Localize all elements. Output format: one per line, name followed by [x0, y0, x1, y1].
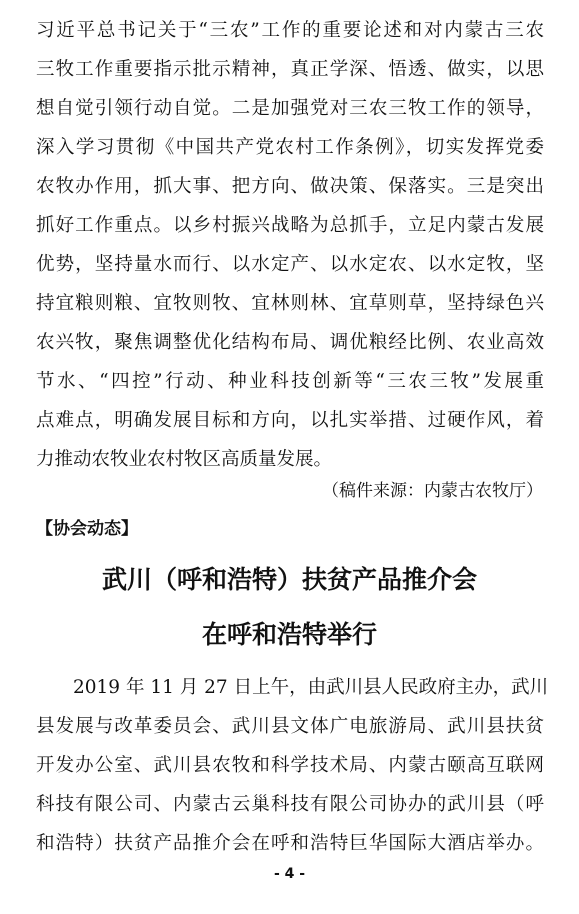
article-line-2: 三牧工作重要指示批示精神，真正学深、悟透、做实，以思: [36, 59, 544, 80]
news-line-1: 2019 年 11 月 27 日上午，由武川县人民政府主办，武川: [73, 677, 549, 698]
article-line-4: 深入学习贯彻《中国共产党农村工作条例》，切实发挥党委: [36, 137, 544, 158]
news-line-4: 科技有限公司、内蒙古云巢科技有限公司协办的武川县（呼: [36, 794, 544, 815]
article-line-1: 习近平总书记关于“三农”工作的重要论述和对内蒙古三农: [36, 20, 544, 41]
headline-line-2: 在呼和浩特举行: [201, 620, 377, 649]
article-line-3: 想自觉引领行动自觉。二是加强党对三农三牧工作的领导，: [36, 98, 544, 119]
article-line-12: 力推动农牧业农村牧区高质量发展。: [36, 449, 333, 470]
headline-line-1: 武川（呼和浩特）扶贫产品推介会: [101, 565, 477, 594]
news-line-5: 和浩特）扶贫产品推介会在呼和浩特巨华国际大酒店举办。: [36, 833, 544, 854]
page-number: - 4 -: [273, 866, 306, 882]
article-line-6: 抓好工作重点。以乡村振兴战略为总抓手，立足内蒙古发展: [36, 215, 544, 236]
article-line-11: 点难点，明确发展目标和方向，以扎实举措、过硬作风，着: [36, 410, 544, 431]
section-tag: 【协会动态】: [36, 519, 138, 539]
article-line-9: 农兴牧，聚焦调整优化结构布局、调优粮经比例、农业高效: [36, 332, 544, 353]
news-line-2: 县发展与改革委员会、武川县文体广电旅游局、武川县扶贫: [36, 716, 544, 737]
article-line-7: 优势，坚持量水而行、以水定产、以水定农、以水定牧，坚: [36, 254, 544, 275]
article-source: （稿件来源：内蒙古农牧厅）: [322, 481, 543, 501]
article-line-5: 农牧办作用，抓大事、把方向、做决策、保落实。三是突出: [36, 176, 544, 197]
article-line-8: 持宜粮则粮、宜牧则牧、宜林则林、宜草则草，坚持绿色兴: [36, 293, 544, 314]
article-line-10: 节水、“四控”行动、种业科技创新等“三农三牧”发展重: [36, 371, 544, 392]
news-line-3: 开发办公室、武川县农牧和科学技术局、内蒙古颐高互联网: [36, 755, 544, 776]
